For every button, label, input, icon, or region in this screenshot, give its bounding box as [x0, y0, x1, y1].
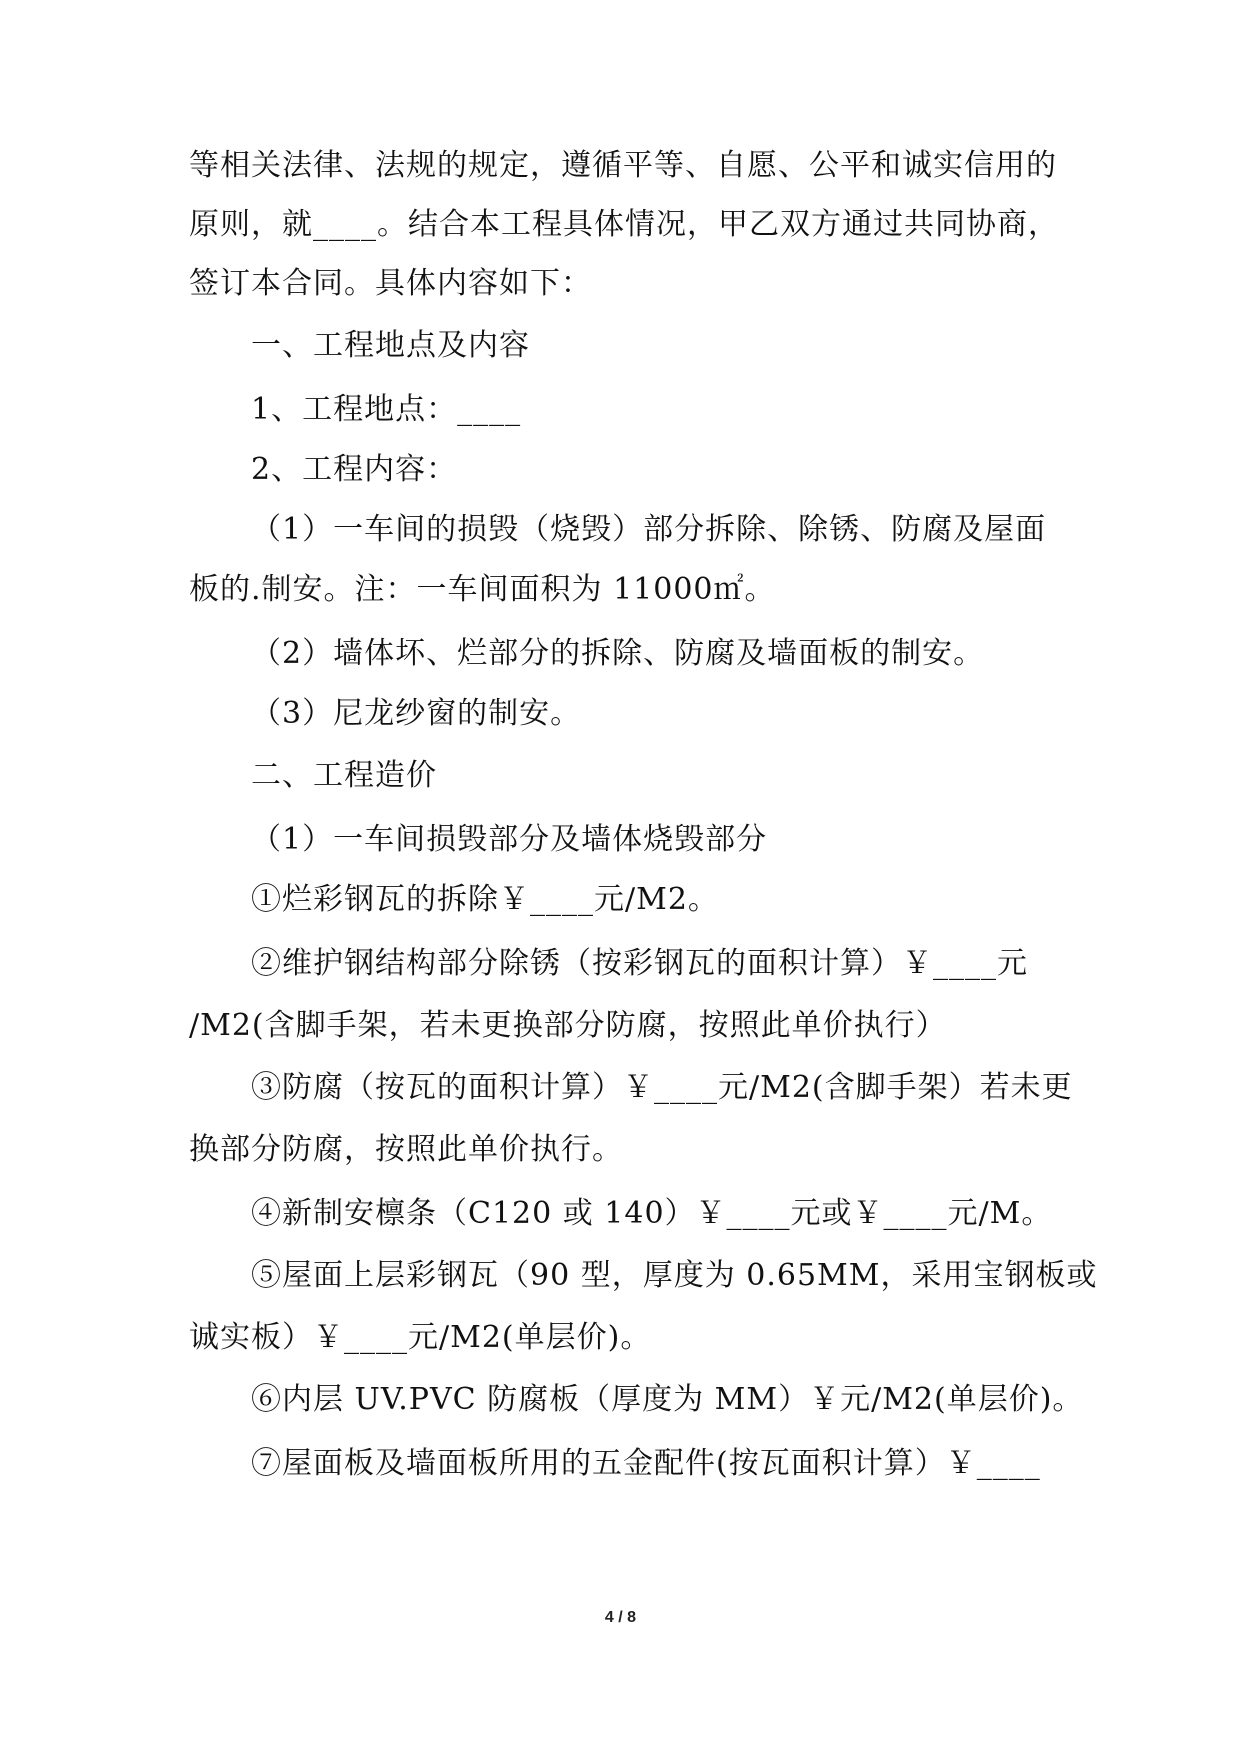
section-heading-2: 二、工程造价 — [251, 758, 437, 793]
text-line-10: （3）尼龙纱窗的制安。 — [251, 696, 582, 731]
text-line-17: 换部分防腐，按照此单价执行。 — [189, 1132, 623, 1167]
section-heading-1: 一、工程地点及内容 — [251, 328, 530, 363]
text-line-8: 板的.制安。注：一车间面积为 11000㎡。 — [189, 572, 776, 607]
text-line-2: 原则，就____。结合本工程具体情况，甲乙双方通过共同协商， — [189, 207, 1059, 242]
text-line-15: /M2(含脚手架，若未更换部分防腐，按照此单价执行） — [189, 1008, 947, 1043]
text-line-5: 1、工程地点：____ — [251, 392, 522, 427]
text-line-22: ⑦屋面板及墙面板所用的五金配件(按瓦面积计算）￥____ — [251, 1446, 1041, 1481]
text-line-21: ⑥内层 UV.PVC 防腐板（厚度为 MM）￥元/M2(单层价)。 — [251, 1382, 1084, 1417]
text-line-1: 等相关法律、法规的规定，遵循平等、自愿、公平和诚实信用的 — [189, 148, 1057, 183]
text-line-7: （1）一车间的损毁（烧毁）部分拆除、除锈、防腐及屋面 — [251, 512, 1047, 547]
text-line-13: ①烂彩钢瓦的拆除￥____元/M2。 — [251, 882, 719, 917]
text-line-14: ②维护钢结构部分除锈（按彩钢瓦的面积计算）￥____元 — [251, 946, 1028, 981]
text-line-12: （1）一车间损毁部分及墙体烧毁部分 — [251, 822, 768, 857]
page-number: 4 / 8 — [604, 1609, 637, 1626]
text-line-3: 签订本合同。具体内容如下： — [189, 266, 592, 301]
text-line-16: ③防腐（按瓦的面积计算）￥____元/M2(含脚手架）若未更 — [251, 1070, 1073, 1105]
text-line-18: ④新制安檩条（C120 或 140）￥____元或￥____元/M。 — [251, 1196, 1053, 1231]
text-line-9: （2）墙体坏、烂部分的拆除、防腐及墙面板的制安。 — [251, 636, 985, 671]
text-line-20: 诚实板）￥____元/M2(单层价)。 — [189, 1320, 652, 1355]
text-line-19: ⑤屋面上层彩钢瓦（90 型，厚度为 0.65MM，采用宝钢板或 — [251, 1258, 1098, 1293]
text-line-6: 2、工程内容： — [251, 452, 458, 487]
